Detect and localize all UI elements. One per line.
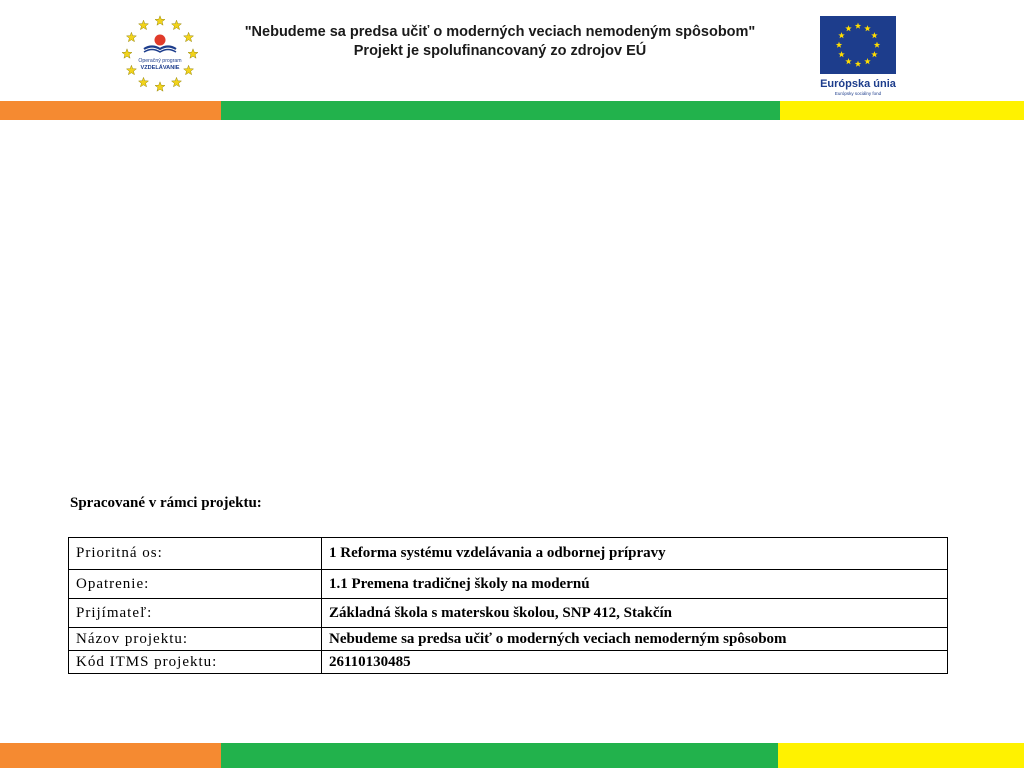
row-value: 1.1 Premena tradičnej školy na modernú — [322, 570, 948, 599]
row-value: 1 Reforma systému vzdelávania a odbornej prípravy — [322, 538, 948, 570]
table-row — [69, 570, 948, 599]
row-label: Prijímateľ: — [69, 599, 322, 628]
op-logo-line2: VZDELÁVANIE — [140, 65, 180, 71]
page-header — [0, 0, 1024, 100]
op-star-icon — [126, 32, 136, 41]
header-title-line2: Projekt je spolufinancovaný zo zdrojov EÚ — [353, 43, 647, 59]
op-star-icon — [172, 77, 182, 86]
table-row — [69, 599, 948, 628]
op-star-icon — [155, 16, 165, 25]
eu-flag-icon — [820, 16, 896, 74]
section-title: Spracované v rámci projektu: — [70, 495, 262, 511]
header-title-line1: "Nebudeme sa predsa učiť o moderných veciach nemodeným spôsobom" — [244, 24, 756, 40]
row-label: Kód ITMS projektu: — [69, 651, 322, 674]
band-green — [221, 743, 778, 768]
band-yellow — [778, 743, 1024, 768]
row-label: Názov projektu: — [69, 628, 322, 651]
row-value: Základná škola s materskou školou, SNP 412, Stakčín — [322, 599, 948, 628]
op-star-icon — [184, 32, 194, 41]
header-title — [200, 23, 800, 61]
band-yellow — [780, 101, 1024, 120]
row-label: Opatrenie: — [69, 570, 322, 599]
op-star-icon — [155, 82, 165, 91]
eu-name: Európska únia — [820, 78, 896, 90]
op-logo-line1: Operačný program — [138, 58, 182, 64]
table-row — [69, 628, 948, 651]
table-row — [69, 651, 948, 674]
op-star-icon — [188, 49, 198, 58]
op-star-icon — [126, 65, 136, 74]
op-star-icon — [122, 49, 132, 58]
table-row — [69, 538, 948, 570]
color-band-top — [0, 101, 1024, 120]
op-star-icon — [139, 20, 149, 29]
eu-subtitle: Európsky sociálny fond — [834, 91, 882, 96]
band-orange — [0, 101, 221, 120]
color-band-bottom — [0, 743, 1024, 768]
row-value: Nebudeme sa predsa učiť o moderných veciach nemoderným spôsobom — [322, 628, 948, 651]
project-info-table — [68, 537, 948, 674]
eu-logo — [816, 14, 900, 100]
star-ring-book-logo — [120, 12, 200, 100]
band-green — [221, 101, 780, 120]
row-label: Prioritná os: — [69, 538, 322, 570]
op-star-icon — [172, 20, 182, 29]
band-orange — [0, 743, 221, 768]
op-star-icon — [184, 65, 194, 74]
op-star-icon — [139, 77, 149, 86]
row-value: 26110130485 — [322, 651, 948, 674]
